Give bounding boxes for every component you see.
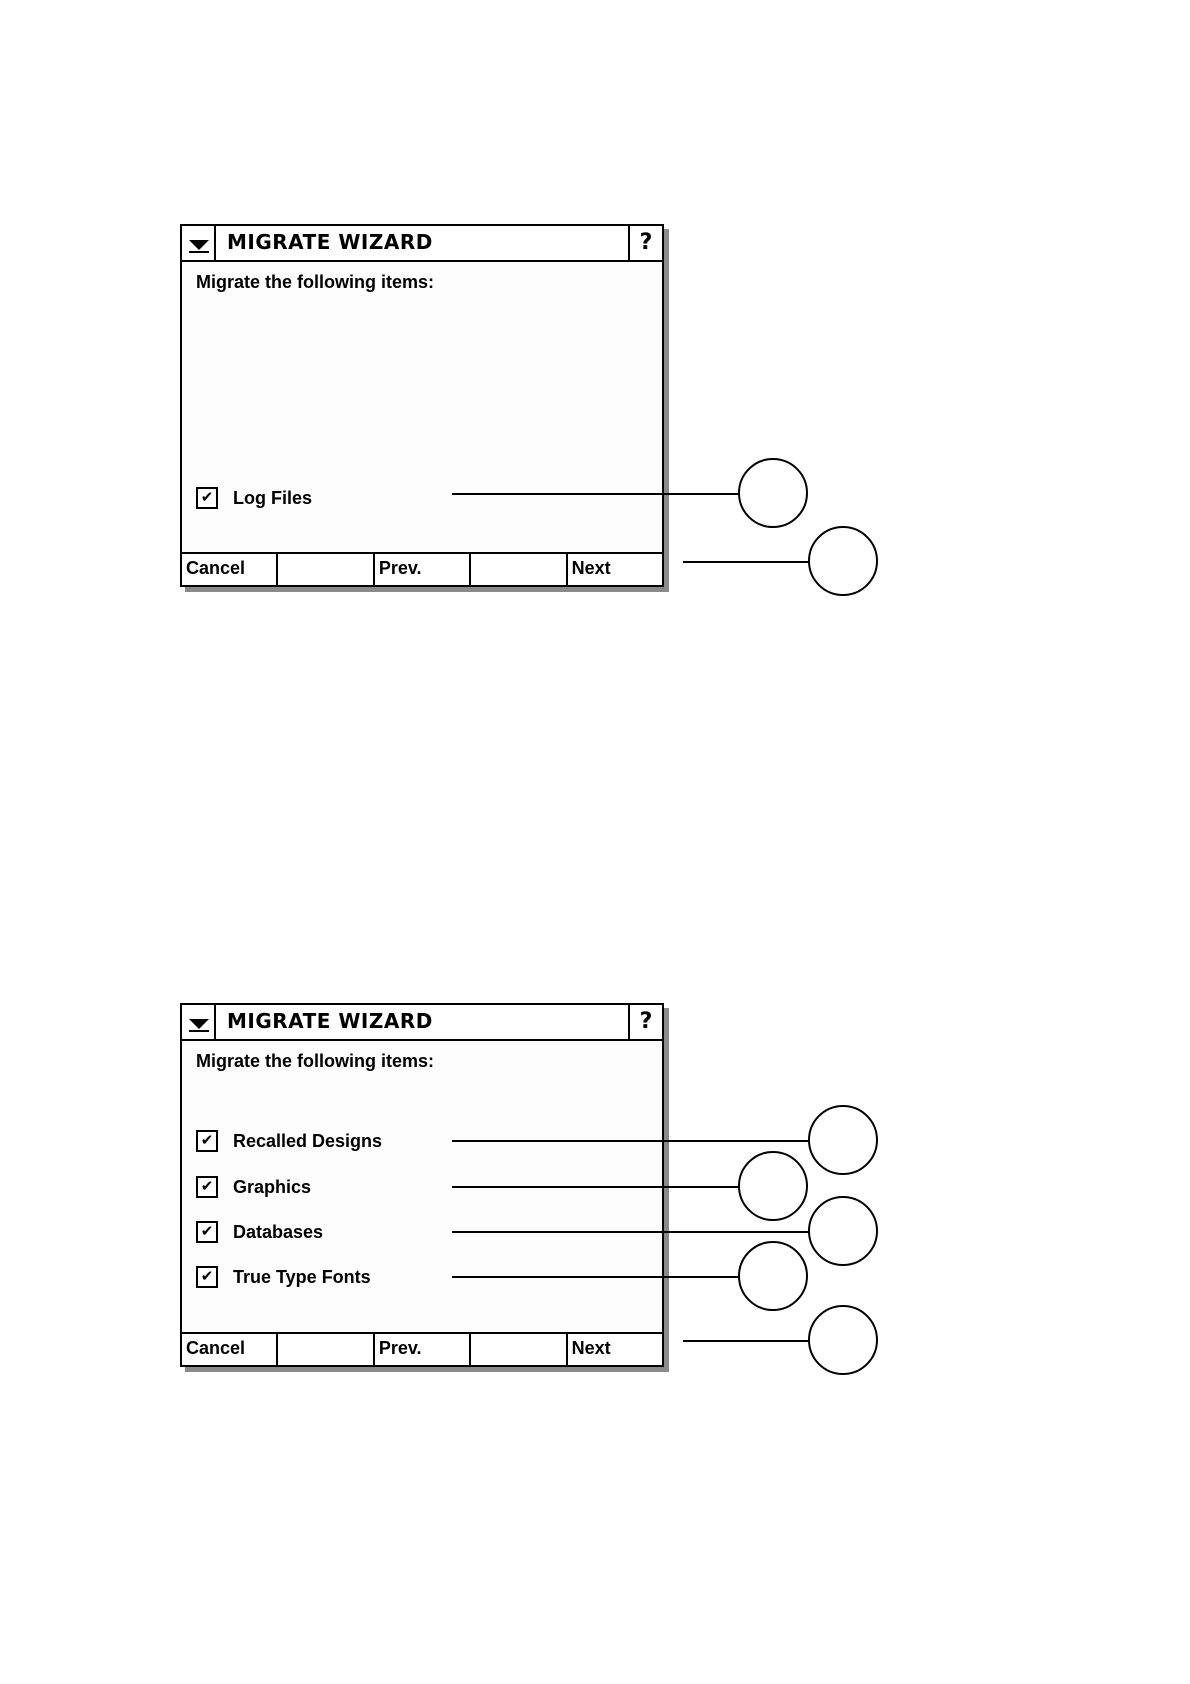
cancel-button[interactable]: Cancel xyxy=(182,1334,278,1365)
check-icon: ✔ xyxy=(200,1132,214,1149)
wizard-subtitle: Migrate the following items: xyxy=(196,1051,435,1071)
wizard-title: MIGRATE WIZARD xyxy=(227,230,433,254)
item-label: Graphics xyxy=(233,1177,312,1197)
callout-circle-6 xyxy=(738,1241,808,1311)
next-button[interactable]: Next xyxy=(571,1338,611,1358)
help-button[interactable]: ? xyxy=(628,1005,662,1039)
next-button[interactable]: Next xyxy=(571,558,611,578)
wizard-subtitle: Migrate the following items: xyxy=(196,272,435,292)
prev-button[interactable]: Prev. xyxy=(375,554,471,585)
prev-button[interactable]: Prev. xyxy=(375,1334,471,1365)
callout-circle-1 xyxy=(738,458,808,528)
check-icon: ✔ xyxy=(200,1223,214,1240)
item-label: Recalled Designs xyxy=(233,1131,383,1151)
callout-circle-5 xyxy=(808,1196,878,1266)
check-icon: ✔ xyxy=(200,489,214,506)
check-icon: ✔ xyxy=(200,1178,214,1195)
callout-circle-2 xyxy=(808,526,878,596)
callout-circle-4 xyxy=(738,1151,808,1221)
check-icon: ✔ xyxy=(200,1268,214,1285)
cancel-button[interactable]: Cancel xyxy=(182,554,278,585)
item-label: Log Files xyxy=(233,488,313,508)
item-label: Databases xyxy=(233,1222,324,1242)
callout-circle-7 xyxy=(808,1305,878,1375)
item-label: True Type Fonts xyxy=(233,1267,371,1287)
callout-circle-3 xyxy=(808,1105,878,1175)
help-button[interactable]: ? xyxy=(628,226,662,260)
wizard-title: MIGRATE WIZARD xyxy=(227,1009,433,1033)
